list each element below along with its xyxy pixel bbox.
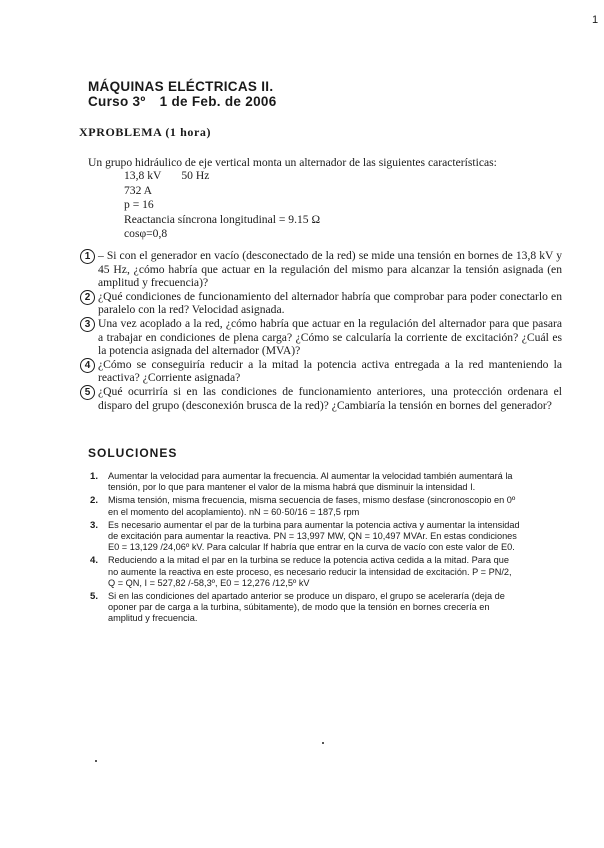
problem-heading: XPROBLEMA (1 hora) xyxy=(79,125,212,139)
exam-course-line xyxy=(88,94,277,109)
solutions-heading: SOLUCIONES xyxy=(88,446,178,460)
question-item xyxy=(80,249,562,290)
scan-speck xyxy=(322,742,324,744)
solution-text: Si en las condiciones del apartado anterior se produce un disparo, el grupo se aceleraría (deja de oponer par de carga a la turbina, súbitamente), de modo que la tensión en bornes crecería en amplitud y frecuencia. xyxy=(108,591,505,624)
solution-text: Misma tensión, misma frecuencia, misma secuencia de fases, mismo desfase (sincronoscopio en 0º en el momento del acoplamiento). nN = 60·50/16 = 187,5 rpm xyxy=(108,495,516,517)
solution-list xyxy=(90,471,520,627)
problem-intro: Un grupo hidráulico de eje vertical monta un alternador de las siguientes características: xyxy=(88,156,497,169)
question-text: ¿Qué ocurriría si en las condiciones de funcionamiento anteriores, una protección ordenara el disparo del grupo (desconexión brusca de la red)? ¿Cambiaría la tensión en bornes del generador? xyxy=(98,384,562,412)
solution-item xyxy=(90,495,520,517)
solution-number: 2. xyxy=(90,495,99,507)
question-text: – Si con el generador en vacío (desconectado de la red) se mide una tensión en bornes de 13,8 kV y 45 Hz, ¿cómo habría que actuar en la regulación del mismo para alcanzar la tensión asignada (en amplitud y frecuencia)? xyxy=(98,249,562,290)
question-number: 4 xyxy=(80,358,95,373)
exam-course: Curso 3º xyxy=(88,94,146,109)
solution-item xyxy=(90,555,520,589)
question-text: ¿Cómo se conseguiría reducir a la mitad la potencia activa entregada a la red manteniendo la reactiva? ¿Corriente asignada? xyxy=(98,357,562,385)
spec-voltage: 13,8 kV xyxy=(124,169,162,182)
solution-text: Reduciendo a la mitad el par en la turbina se reduce la potencia activa cedida a la mitad. Para que no aumente la reactiva en este proceso, es necesario reducir la intensidad de excitación. P = PN/2, Q = QN, I = 527,82 /-58,3º, E0 = 12,276 /12,5º kV xyxy=(108,555,512,588)
question-number: 5 xyxy=(80,385,95,400)
question-item xyxy=(80,290,562,317)
question-number: 2 xyxy=(80,290,95,305)
spec-row-voltage xyxy=(124,169,320,184)
solution-number: 4. xyxy=(90,555,99,567)
question-number: 1 xyxy=(80,249,95,264)
page-mark: 1 xyxy=(592,14,599,26)
spec-current: 732 A xyxy=(124,183,153,197)
spec-frequency: 50 Hz xyxy=(181,169,210,182)
solution-number: 1. xyxy=(90,471,99,482)
spec-pole-pairs: p = 16 xyxy=(124,198,154,211)
question-text: Una vez acoplado a la red, ¿cómo habría que actuar en la regulación del alternador para que pasara a trabajar en condiciones de plena carga? ¿Cómo se calcularía la corriente de excitación? ¿Cuál es la potencia asignada del alternador (MVA)? xyxy=(98,316,562,358)
solution-number: 3. xyxy=(90,519,99,531)
spec-reactance: Reactancia síncrona longitudinal = 9.15 Ω xyxy=(124,212,321,226)
question-text: ¿Qué condiciones de funcionamiento del alternador habría que comprobar para poder conectarlo en paralelo con la red? Velocidad asignada. xyxy=(98,289,562,317)
question-list xyxy=(80,249,562,412)
solution-item xyxy=(90,471,520,493)
question-item xyxy=(80,317,562,358)
question-item xyxy=(80,358,562,385)
solution-item xyxy=(90,520,520,554)
question-number: 3 xyxy=(80,317,95,332)
spec-power-factor: cosφ=0,8 xyxy=(124,227,168,240)
solution-text: Es necesario aumentar el par de la turbina para aumentar la potencia activa y aumentar la intensidad de excitación para aumentar la reactiva. PN = 13,997 MW, QN = 10,497 MVAr. En estas condiciones E0 = 13,129 /24,06º kV. Para calcular If habría que entrar en la curva de vacío con este valor de E0. xyxy=(108,519,520,553)
solution-item xyxy=(90,591,520,625)
solution-text: Aumentar la velocidad para aumentar la frecuencia. Al aumentar la velocidad también aumentará la tensión, por lo que para mantener el valor de la misma habrá que disminuir la intensidad I. xyxy=(108,471,513,493)
solution-number: 5. xyxy=(90,591,99,603)
exam-title: MÁQUINAS ELÉCTRICAS II. xyxy=(88,79,274,94)
exam-header xyxy=(88,79,277,109)
scan-speck xyxy=(95,760,97,762)
question-item xyxy=(80,385,562,412)
spec-list xyxy=(124,169,320,242)
exam-date: 1 de Feb. de 2006 xyxy=(159,94,277,109)
